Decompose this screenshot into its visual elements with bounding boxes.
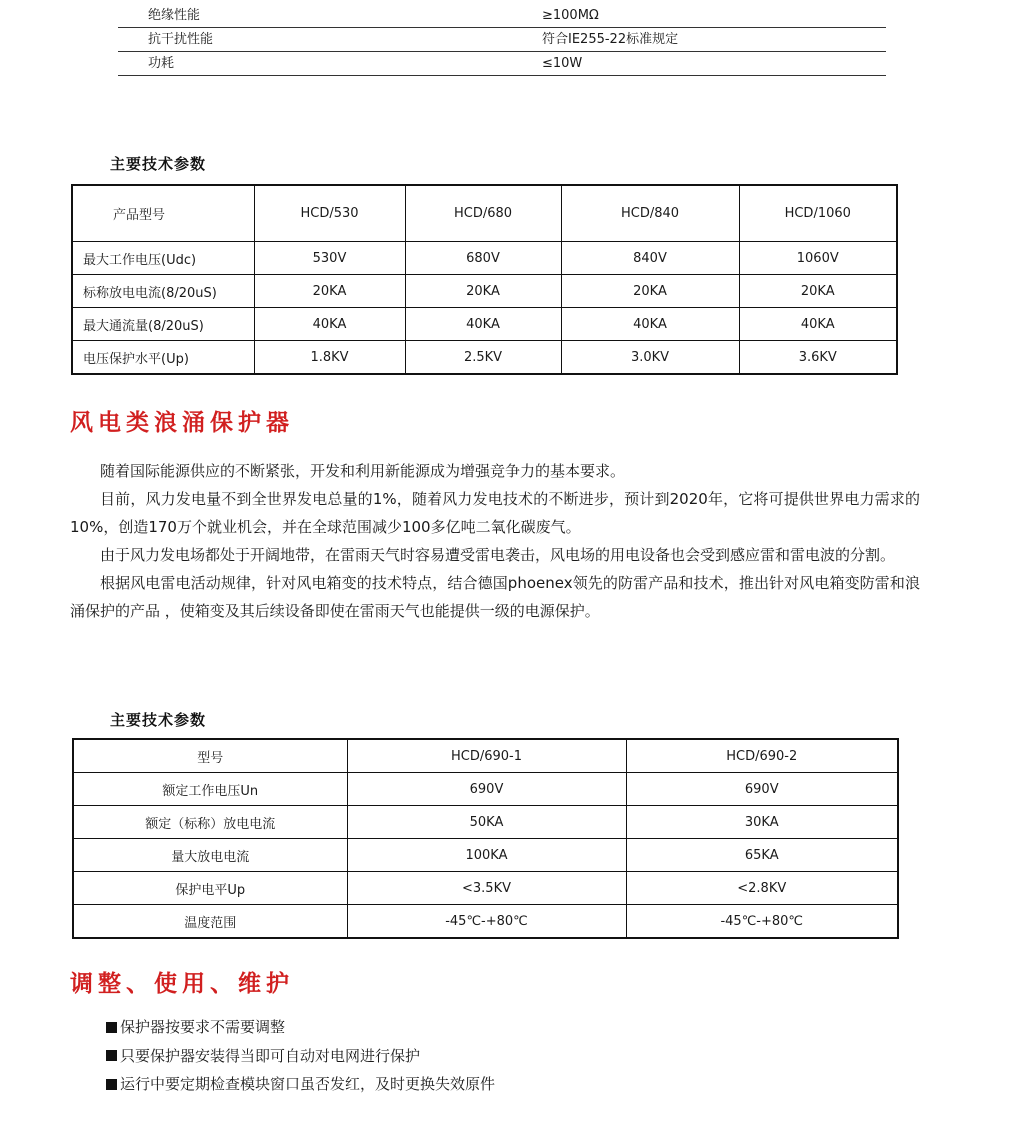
list-item-text: 运行中要定期检查模块窗口虽否发红，及时更换失效原件 xyxy=(120,1075,496,1093)
table-row xyxy=(73,905,898,939)
table-cell: 20KA xyxy=(405,275,561,308)
table-row xyxy=(72,308,897,341)
square-bullet-icon xyxy=(106,1079,117,1090)
table-cell: 1060V xyxy=(739,242,897,275)
table-cell: <2.8KV xyxy=(626,872,898,905)
wind-section-title: 风电类浪涌保护器 xyxy=(70,410,294,436)
header-cell: HCD/840 xyxy=(561,185,739,242)
param-value: 符合IE255-22标准规定 xyxy=(538,28,886,52)
table-row xyxy=(72,341,897,375)
table-cell: 100KA xyxy=(347,839,626,872)
table-cell: 20KA xyxy=(739,275,897,308)
row-label: 量大放电电流 xyxy=(73,839,347,872)
table-cell: 40KA xyxy=(405,308,561,341)
row-label: 额定工作电压Un xyxy=(73,773,347,806)
list-item xyxy=(106,1013,495,1042)
maintenance-list xyxy=(106,1013,495,1099)
table-cell: 2.5KV xyxy=(405,341,561,375)
table-header-row xyxy=(72,185,897,242)
list-item xyxy=(106,1042,495,1071)
param-name: 绝缘性能 xyxy=(118,4,538,28)
spec2-heading: 主要技术参数 xyxy=(110,711,207,729)
table-cell: 40KA xyxy=(739,308,897,341)
list-item-text: 只要保护器安装得当即可自动对电网进行保护 xyxy=(120,1046,421,1065)
table-cell: 1.8KV xyxy=(254,341,405,375)
paragraph: 由于风力发电场都处于开阔地带，在雷雨天气时容易遭受雷电袭击，风电场的用电设备也会受到感应雷和雷电波的分割。 xyxy=(100,546,896,564)
paragraph: 随着国际能源供应的不断紧张，开发和利用新能源成为增强竞争力的基本要求。 xyxy=(100,462,626,480)
maintenance-section-title: 调整、使用、维护 xyxy=(70,971,294,997)
square-bullet-icon xyxy=(106,1022,117,1033)
table-cell: 840V xyxy=(561,242,739,275)
spec1-table xyxy=(71,184,898,375)
table-cell: 20KA xyxy=(561,275,739,308)
header-cell: 产品型号 xyxy=(72,185,254,242)
table-row xyxy=(73,872,898,905)
table-cell: 690V xyxy=(347,773,626,806)
table-cell: 690V xyxy=(626,773,898,806)
table-cell: 40KA xyxy=(561,308,739,341)
table-cell: -45℃-+80℃ xyxy=(347,905,626,939)
table-cell: 20KA xyxy=(254,275,405,308)
param-value: ≥100MΩ xyxy=(538,4,886,28)
table-row xyxy=(73,806,898,839)
row-label: 温度范围 xyxy=(73,905,347,939)
square-bullet-icon xyxy=(106,1050,117,1061)
table-cell: 40KA xyxy=(254,308,405,341)
table-row xyxy=(72,242,897,275)
table-row xyxy=(73,839,898,872)
row-label: 标称放电电流(8/20uS) xyxy=(72,275,254,308)
list-item xyxy=(106,1070,495,1099)
wind-description xyxy=(70,457,920,625)
table-header-row xyxy=(73,739,898,773)
table-row xyxy=(73,773,898,806)
row-label: 额定（标称）放电电流 xyxy=(73,806,347,839)
table-row xyxy=(118,52,886,76)
list-item-text: 保护器按要求不需要调整 xyxy=(120,1018,286,1036)
table-cell: <3.5KV xyxy=(347,872,626,905)
table-cell: 50KA xyxy=(347,806,626,839)
header-cell: HCD/530 xyxy=(254,185,405,242)
spec1-heading: 主要技术参数 xyxy=(110,155,207,173)
param-name: 抗干扰性能 xyxy=(118,28,538,52)
paragraph: 根据风电雷电活动规律，针对风电箱变的技术特点，结合德国phoenex领先的防雷产品和技术，推出针对风电箱变防雷和浪涌保护的产品 ，使箱变及其后续设备即使在雷雨天气也能提供一级的电源保护。 xyxy=(70,574,920,620)
spec2-table xyxy=(72,738,899,939)
header-cell: 型号 xyxy=(73,739,347,773)
table-cell: 530V xyxy=(254,242,405,275)
paragraph: 目前，风力发电量不到全世界发电总量的1%，随着风力发电技术的不断进步，预计到2020年，它将可提供世界电力需求的10%，创造170万个就业机会，并在全球范围减少100多亿吨二氧化碳废气。 xyxy=(70,490,920,536)
row-label: 保护电平Up xyxy=(73,872,347,905)
param-value: ≤10W xyxy=(538,52,886,76)
header-cell: HCD/690-1 xyxy=(347,739,626,773)
row-label: 电压保护水平(Up) xyxy=(72,341,254,375)
header-cell: HCD/1060 xyxy=(739,185,897,242)
table-cell: 680V xyxy=(405,242,561,275)
table-cell: 3.0KV xyxy=(561,341,739,375)
row-label: 最大通流量(8/20uS) xyxy=(72,308,254,341)
table-cell: 3.6KV xyxy=(739,341,897,375)
table-row xyxy=(118,4,886,28)
header-cell: HCD/690-2 xyxy=(626,739,898,773)
table-cell: 30KA xyxy=(626,806,898,839)
table-row xyxy=(118,28,886,52)
table-cell: -45℃-+80℃ xyxy=(626,905,898,939)
param-name: 功耗 xyxy=(118,52,538,76)
top-params-table xyxy=(118,4,886,76)
row-label: 最大工作电压(Udc) xyxy=(72,242,254,275)
table-row xyxy=(72,275,897,308)
header-cell: HCD/680 xyxy=(405,185,561,242)
table-cell: 65KA xyxy=(626,839,898,872)
